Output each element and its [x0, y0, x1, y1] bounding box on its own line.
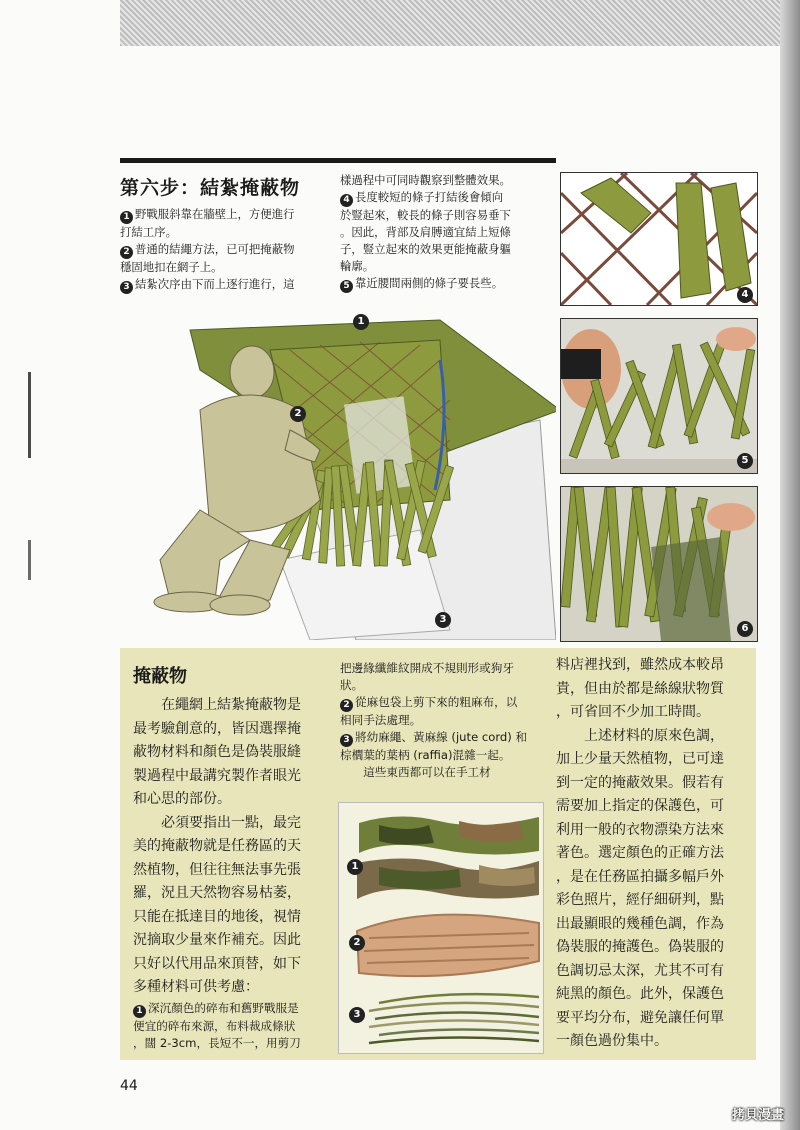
step-text: 普通的結繩方法，已可把掩蔽物	[135, 242, 295, 256]
text-line: 和心思的部份。	[133, 791, 231, 807]
step-text: 打結工序。	[120, 225, 177, 239]
text-line: 純黑的顏色。此外，保護色	[556, 986, 724, 1002]
list-line	[340, 729, 550, 747]
box-column-3	[556, 654, 756, 1054]
callout-5: 5	[737, 453, 753, 469]
text-line: 加上少量天然植物，已可達	[556, 751, 724, 767]
list-text: 棕櫚葉的葉柄 (raffia)混雜一起。	[340, 748, 511, 762]
step-text: 長度較短的條子打結後會傾向	[355, 190, 504, 204]
top-pattern-band	[120, 0, 780, 46]
edge-mark	[28, 540, 31, 580]
box-column-2	[340, 660, 550, 781]
list-text: 便宜的碎布來源，布料裁成條狀	[133, 1019, 296, 1033]
list-text: 將幼麻繩、黃麻線 (jute cord) 和	[355, 730, 528, 744]
list-text: ，闊 2-3cm，長短不一，用剪刀	[133, 1036, 301, 1050]
step-number: 3	[120, 281, 133, 294]
step-number: 5	[340, 280, 353, 293]
page-number: 44	[120, 1078, 138, 1094]
text-line: 蔽物材料和顏色是偽裝服縫	[133, 744, 301, 760]
text-line: 美的掩蔽物就是任務區的天	[133, 838, 301, 854]
swatch-drawing	[339, 803, 543, 1053]
swatch-fibers	[369, 994, 539, 1043]
list-line	[340, 694, 550, 712]
text-line: 色調切忌太深，尤其不可有	[556, 962, 724, 979]
step-line	[340, 207, 550, 224]
step-number: 1	[120, 211, 133, 224]
callout-1: 1	[353, 314, 369, 330]
step-line	[120, 224, 330, 241]
ghillie-suit-illustration	[120, 300, 556, 640]
callout-3: 3	[435, 612, 451, 628]
text-line: 羅，況且天然物容易枯萎，	[133, 885, 301, 901]
list-number: 1	[133, 1005, 146, 1018]
swatch-label-2: 2	[349, 935, 365, 951]
step-number: 2	[120, 246, 133, 259]
step-line	[340, 275, 550, 293]
list-line	[340, 660, 550, 677]
section-rule	[120, 158, 556, 163]
swatch-label-3: 3	[349, 1007, 365, 1023]
text-line: 需要加上指定的保護色，可	[556, 798, 724, 814]
net-knot-drawing	[561, 173, 757, 305]
text-line: ，是在任務區拍攝多幅戶外	[556, 868, 724, 885]
step-text: 穩固地扣在網子上。	[120, 260, 223, 274]
text-line: 到一定的掩蔽效果。假若有	[556, 774, 724, 791]
list-line	[133, 1035, 333, 1052]
waist-strips-photo	[560, 486, 758, 642]
step-text: 靠近腰間兩側的條子要長些。	[355, 276, 504, 290]
step-line	[120, 241, 330, 259]
list-line	[340, 712, 550, 729]
list-line	[133, 1018, 333, 1035]
text-line: 製過程中最講究製作者眼光	[133, 767, 301, 784]
text-line: 彩色照片，經仔細研判，點	[556, 892, 724, 908]
text-line: ，可省回不少加工時間。	[556, 704, 710, 720]
step-text: 子，豎立起來的效果更能掩蔽身軀	[340, 242, 511, 256]
text-line: 要平均分布，避免讓任何單	[556, 1009, 724, 1026]
box-title: 掩蔽物	[133, 666, 187, 687]
text-line: 然植物，但往往無法事先張	[133, 861, 301, 878]
shoulder-strips-drawing	[561, 319, 757, 473]
list-text: 狀。	[340, 678, 364, 692]
text-line: 只好以代用品來頂替，如下	[133, 955, 301, 972]
step-text: 樣過程中可同時觀察到整體效果。	[340, 173, 511, 187]
text-line: 上述材料的原來色調，	[556, 727, 724, 744]
list-text: 相同手法處理。	[340, 713, 422, 727]
swatch-label-1: 1	[347, 859, 363, 875]
step-line	[340, 172, 550, 189]
text-line: 利用一般的衣物漂染方法來	[556, 821, 724, 838]
callout-2: 2	[290, 406, 306, 422]
knot-detail-image	[560, 172, 758, 306]
list-text: 從麻包袋上剪下來的粗麻布，以	[355, 695, 518, 709]
list-text: 深沉顏色的碎布和舊野戰服是	[148, 1001, 299, 1015]
text-line: 必須要指出一點，最完	[133, 814, 301, 831]
steps-right	[340, 172, 550, 293]
text-line: 況摘取少量來作補充。因此	[133, 932, 301, 948]
list-line	[340, 764, 550, 781]
step-text: 輪廓。	[340, 259, 375, 273]
section-heading: 第六步：結紮掩蔽物	[120, 177, 301, 199]
list-line	[133, 1000, 333, 1018]
swatch-burlap	[357, 915, 539, 976]
box-column-1-list	[133, 1000, 333, 1052]
step-line	[340, 241, 550, 258]
step-text: 野戰服斜靠在牆壁上，方便進行	[135, 207, 295, 221]
watermark: 拷貝漫畫	[732, 1108, 785, 1123]
text-line: 多種材料可供考慮：	[133, 979, 259, 995]
text-line: 貴，但由於都是絲線狀物質	[556, 680, 724, 697]
step-line	[340, 258, 550, 275]
step-line	[120, 259, 330, 276]
material-swatches	[338, 802, 544, 1054]
text-line: 料店裡找到，雖然成本較昂	[556, 657, 724, 673]
callout-6: 6	[737, 621, 753, 637]
text-line: 偽裝服的掩護色。偽裝服的	[556, 939, 724, 955]
text-line: 一顏色過份集中。	[556, 1033, 668, 1049]
list-line	[340, 747, 550, 764]
list-text: 這些東西都可以在手工材	[340, 765, 491, 779]
text-line: 在繩網上結紮掩蔽物是	[133, 697, 301, 713]
text-line: 最考驗創意的，皆因選擇掩	[133, 720, 301, 737]
swatch-camo-cloth	[357, 816, 539, 899]
text-line: 著色。選定顏色的正確方法	[556, 845, 724, 861]
list-number: 3	[340, 734, 353, 747]
waist-strips-drawing	[561, 487, 757, 641]
shoulder-strips-photo	[560, 318, 758, 474]
list-number: 2	[340, 699, 353, 712]
list-text: 把邊緣纖維紋開成不規則形或狗牙	[340, 661, 514, 675]
step-text: 結紮次序由下而上逐行進行，這	[135, 277, 295, 291]
step-number: 4	[340, 194, 353, 207]
steps-left	[120, 206, 330, 294]
step-line	[120, 276, 330, 294]
step-text: 於豎起來，較長的條子則容易垂下	[340, 208, 511, 222]
step-line	[340, 189, 550, 207]
text-line: 出最顯眼的幾種色調，作為	[556, 915, 724, 932]
edge-mark	[28, 372, 31, 458]
step-text: 。因此，背部及肩膊適宜結上短條	[340, 225, 511, 239]
callout-4: 4	[737, 287, 753, 303]
text-line: 只能在抵達目的地後，視情	[133, 908, 301, 925]
book-spine-shadow	[780, 0, 800, 1130]
list-line	[340, 677, 550, 694]
box-column-1	[133, 694, 329, 1000]
step-line	[340, 224, 550, 241]
step-line	[120, 206, 330, 224]
